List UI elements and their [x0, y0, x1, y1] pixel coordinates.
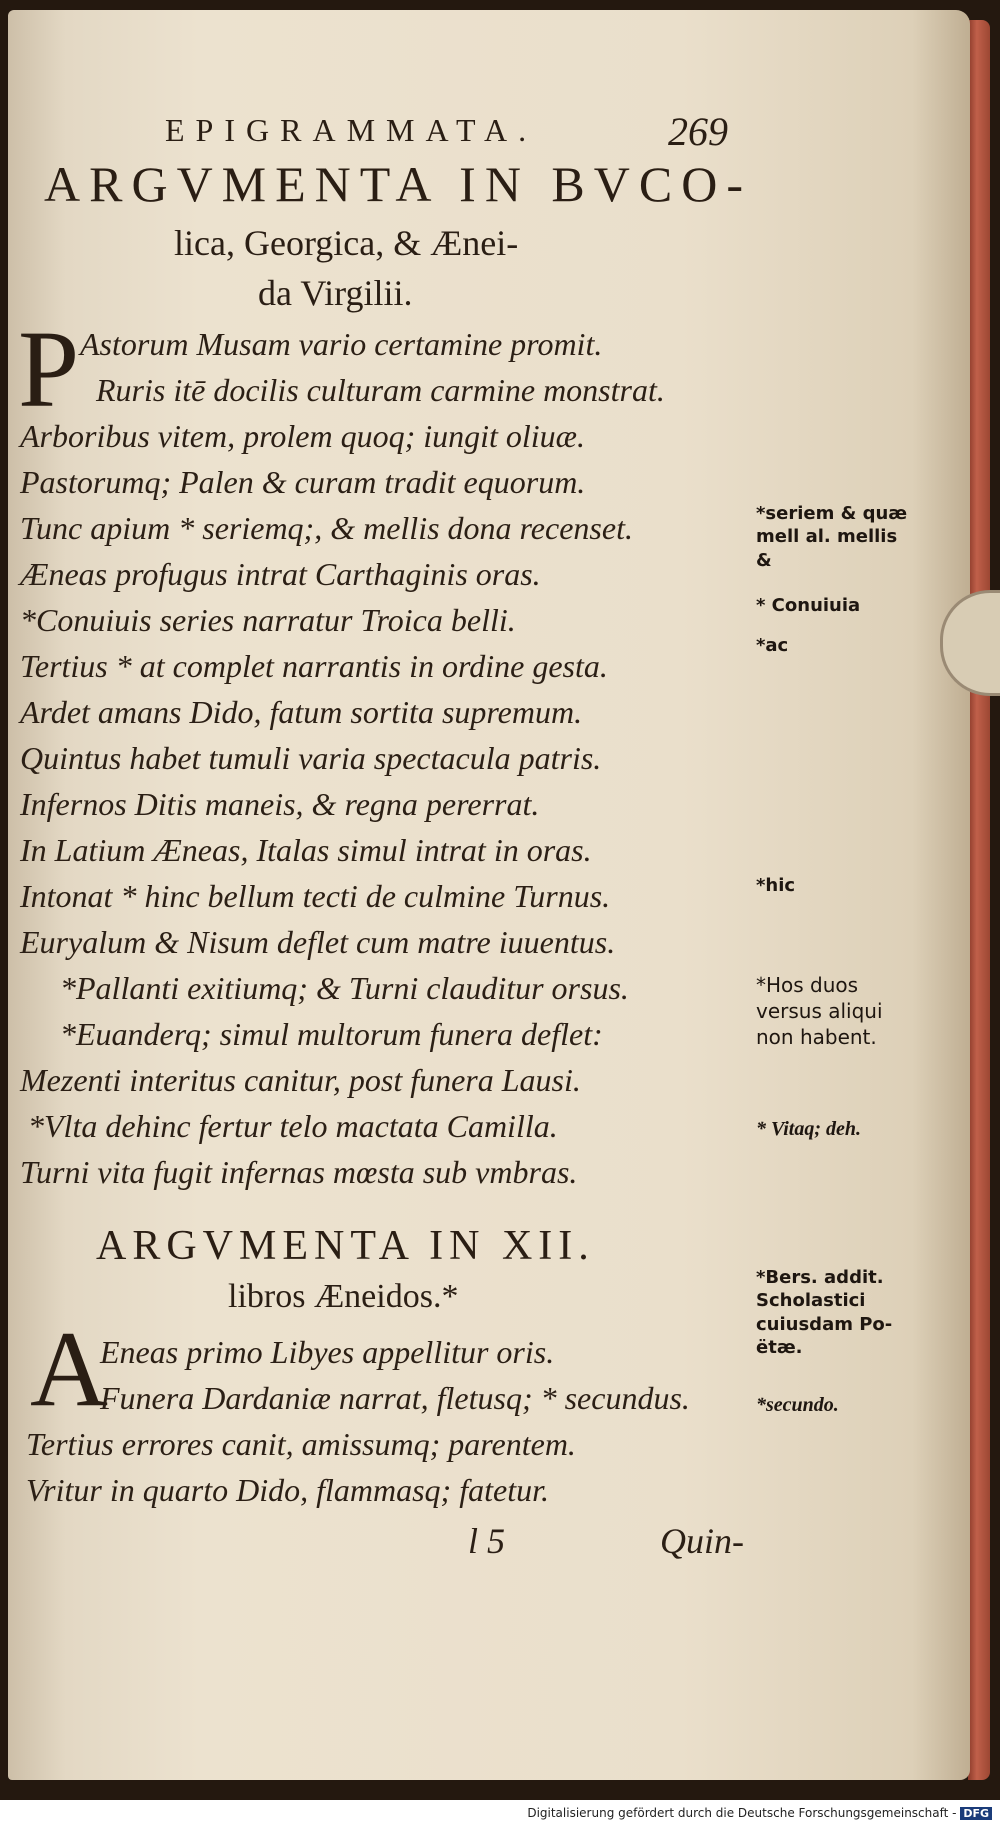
dfg-logo: DFG [960, 1807, 992, 1820]
catchword: Quin- [660, 1521, 744, 1561]
verse-line: Tertius * at complet narrantis in ordine gesta. [20, 648, 608, 684]
verse-line: Infernos Ditis maneis, & regna pererrat. [20, 786, 540, 822]
section-heading: ARGVMENTA IN XII. [96, 1223, 595, 1269]
verse-line: Pastorumq; Palen & curam tradit equorum. [20, 464, 586, 500]
verse-line: Vritur in quarto Dido, flammasq; fatetur. [26, 1472, 549, 1508]
verse-line: Mezenti interitus canitur, post funera Lausi. [20, 1062, 581, 1098]
title-line-1: ARGVMENTA IN BVCO- [44, 156, 752, 212]
verse-line: *Euanderq; simul multorum funera deflet: [60, 1016, 603, 1052]
verse-line: *Conuiuis series narratur Troica belli. [20, 602, 516, 638]
funding-credit [527, 1806, 992, 1820]
verse-line: Arboribus vitem, prolem quoq; iungit oliuæ. [20, 418, 586, 454]
margin-note: *secundo. [756, 1394, 839, 1416]
verse-line: Euryalum & Nisum deflet cum matre iuuentus. [20, 924, 616, 960]
verse-line: Astorum Musam vario certamine promit. [80, 326, 603, 362]
funding-text: Digitalisierung gefördert durch die Deutsche Forschungsgemeinschaft - [527, 1806, 957, 1820]
verse-line: Tertius errores canit, amissumq; parentem. [26, 1426, 576, 1462]
verse-line: Eneas primo Libyes appellitur oris. [100, 1334, 555, 1370]
running-head: EPIGRAMMATA. [165, 112, 538, 148]
title-line-2: lica, Georgica, & Ænei- [174, 223, 519, 263]
book-edge [968, 20, 990, 1780]
margin-note: * Vitaq; deh. [756, 1118, 862, 1140]
verse-line: Quintus habet tumuli varia spectacula patris. [20, 740, 602, 776]
section-subheading: libros Æneidos.* [228, 1278, 459, 1315]
verse-line: Ruris itē docilis culturam carmine monstrat. [96, 372, 665, 408]
verse-line: Funera Dardaniæ narrat, fletusq; * secundus. [100, 1380, 690, 1416]
verse-line: *Vlta dehinc fertur telo mactata Camilla. [28, 1108, 558, 1144]
signature-mark: l 5 [468, 1521, 506, 1561]
page-number: 269 [668, 109, 728, 154]
verse-line: In Latium Æneas, Italas simul intrat in oras. [20, 832, 592, 868]
verse-line: *Pallanti exitiumq; & Turni clauditur orsus. [60, 970, 629, 1006]
margin-note: *Hos duos versus aliqui non habent. [756, 973, 883, 1049]
verse-line: Tunc apium * seriemq;, & mellis dona recenset. [20, 510, 633, 546]
margin-note: *hic [756, 875, 796, 896]
margin-note: *ac [756, 635, 789, 656]
margin-note: *seriem & quæ mell al. mellis & [756, 503, 908, 571]
title-line-3: da Virgilii. [258, 273, 413, 313]
verse-line: Turni vita fugit infernas mœsta sub vmbras. [20, 1154, 578, 1190]
drop-capital-a: A [30, 1310, 108, 1429]
verse-line: Intonat * hinc bellum tecti de culmine Turnus. [20, 878, 611, 914]
verse-line: Æneas profugus intrat Carthaginis oras. [20, 556, 541, 592]
drop-capital-p: P [18, 308, 80, 430]
margin-note: *Bers. addit. Scholastici cuiusdam Po- ëtæ. [756, 1267, 893, 1359]
verse-line: Ardet amans Dido, fatum sortita supremum. [20, 694, 583, 730]
margin-note: * Conuiuia [756, 595, 861, 616]
